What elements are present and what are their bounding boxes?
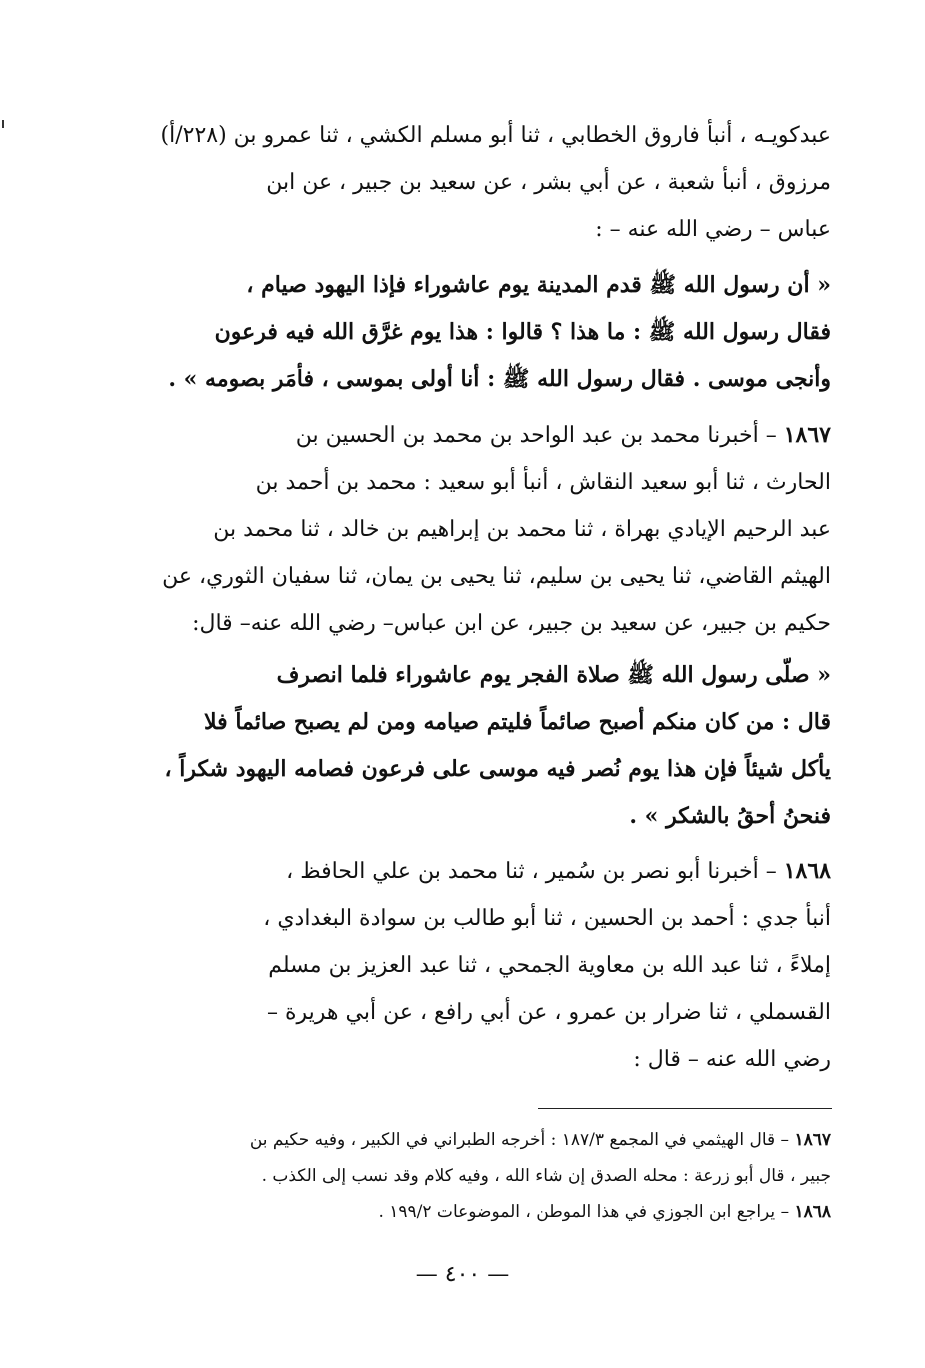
- intro-line-2: مرزوق ، أنبأ شعبة ، عن أبي بشر ، عن سعيد بن جبير ، عن ابن: [266, 170, 831, 195]
- entry-1868-line-3: إملاءً ، ثنا عبد الله بن معاوية الجمحي ، ثنا عبد العزيز بن مسلم: [268, 953, 831, 978]
- entry-1868-line-1: [135, 848, 831, 895]
- footnote-number: ١٨٦٨: [794, 1202, 831, 1222]
- entry-1868-line-2: أنبأ جدي : أحمد بن الحسين ، ثنا أبو طالب بن سوادة البغدادي ،: [263, 906, 831, 931]
- margin-mark: [2, 120, 4, 128]
- hadith-1867-line-2: قال : من كان منكم أصبح صائماً فليتم صيامه ومن لم يصبح صائماً فلا: [204, 709, 831, 735]
- entry-1867-line-2: الحارث ، ثنا أبو سعيد النقاش ، أنبأ أبو سعيد : محمد بن أحمد بن: [255, 470, 831, 495]
- intro-line-1: عبدكويـه ، أنبأ فاروق الخطابي ، ثنا أبو مسلم الكشي ، ثنا عمرو بن (٢٢٨/أ): [160, 123, 831, 148]
- entry-1868-line-4: القسملي ، ثنا ضرار بن عمرو ، عن أبي رافع ، عن أبي هريرة –: [267, 1000, 831, 1025]
- hadith-1866-line-2: فقال رسول الله ﷺ : ما هذا ؟ قالوا : هذا يوم غرَّق الله فيه فرعون: [214, 319, 831, 345]
- entry-1867-line-1: [135, 412, 831, 459]
- hadith-1866: [135, 262, 831, 403]
- page-number: — ٤٠٠ —: [415, 1262, 510, 1287]
- footnote-1868-line-1: [85, 1194, 831, 1230]
- hadith-1867-line-3: يأكل شيئاً فإن هذا يوم نُصر فيه موسى على فرعون فصامه اليهود شكراً ،: [164, 756, 831, 782]
- entry-text: – أخبرنا محمد بن عبد الواحد بن محمد بن الحسين بن: [295, 423, 777, 448]
- footnotes: [85, 1122, 831, 1230]
- hadith-1867-line-4: فنحنُ أحقُ بالشكر » .: [629, 803, 831, 829]
- footnote-1867-line-2: جبير ، قال أبو زرعة : محله الصدق إن شاء الله ، وفيه كلام وقد نسب إلى الكذب .: [261, 1166, 831, 1186]
- entry-1867-line-4: الهيثم القاضي، ثنا يحيى بن سليم، ثنا يحيى بن يمان، ثنا سفيان الثوري، عن: [162, 564, 831, 589]
- entry-1867-line-5: حكيم بن جبير، عن سعيد بن جبير، عن ابن عباس– رضي الله عنه– قال:: [192, 611, 831, 636]
- footnote-number: ١٨٦٧: [794, 1130, 831, 1150]
- footnote-1867-line-1: [85, 1122, 831, 1158]
- intro-paragraph: [135, 112, 831, 253]
- entry-text: – أخبرنا أبو نصر بن سُمير ، ثنا محمد بن علي الحافظ ،: [286, 859, 777, 884]
- hadith-1866-line-1: « أن رسول الله ﷺ قدم المدينة يوم عاشوراء فإذا اليهود صيام ،: [246, 272, 831, 298]
- footnote-text: – يراجع ابن الجوزي في هذا الموطن ، الموضوعات ١٩٩/٢ .: [378, 1202, 790, 1222]
- entry-1868-line-5: رضي الله عنه – قال :: [633, 1047, 831, 1072]
- entry-1867-line-3: عبد الرحيم الإيادي بهراة ، ثنا محمد بن إبراهيم بن خالد ، ثنا محمد بن: [213, 517, 831, 542]
- footnote-text: – قال الهيثمي في المجمع ١٨٧/٣ : أخرجه الطبراني في الكبير ، وفيه حكيم بن: [249, 1130, 790, 1150]
- footnote-divider: [538, 1108, 832, 1109]
- entry-number: ١٨٦٨: [783, 858, 831, 884]
- entry-1868: [135, 848, 831, 1083]
- hadith-1867: [135, 652, 831, 840]
- hadith-1866-line-3: وأنجى موسى . فقال رسول الله ﷺ : أنا أولى بموسى ، فأمَر بصومه » .: [168, 366, 831, 392]
- entry-number: ١٨٦٧: [783, 422, 831, 448]
- hadith-1867-line-1: « صلّى رسول الله ﷺ صلاة الفجر يوم عاشوراء فلما انصرف: [276, 662, 831, 688]
- intro-line-3: عباس – رضي الله عنه – :: [595, 217, 831, 242]
- entry-1867: [135, 412, 831, 647]
